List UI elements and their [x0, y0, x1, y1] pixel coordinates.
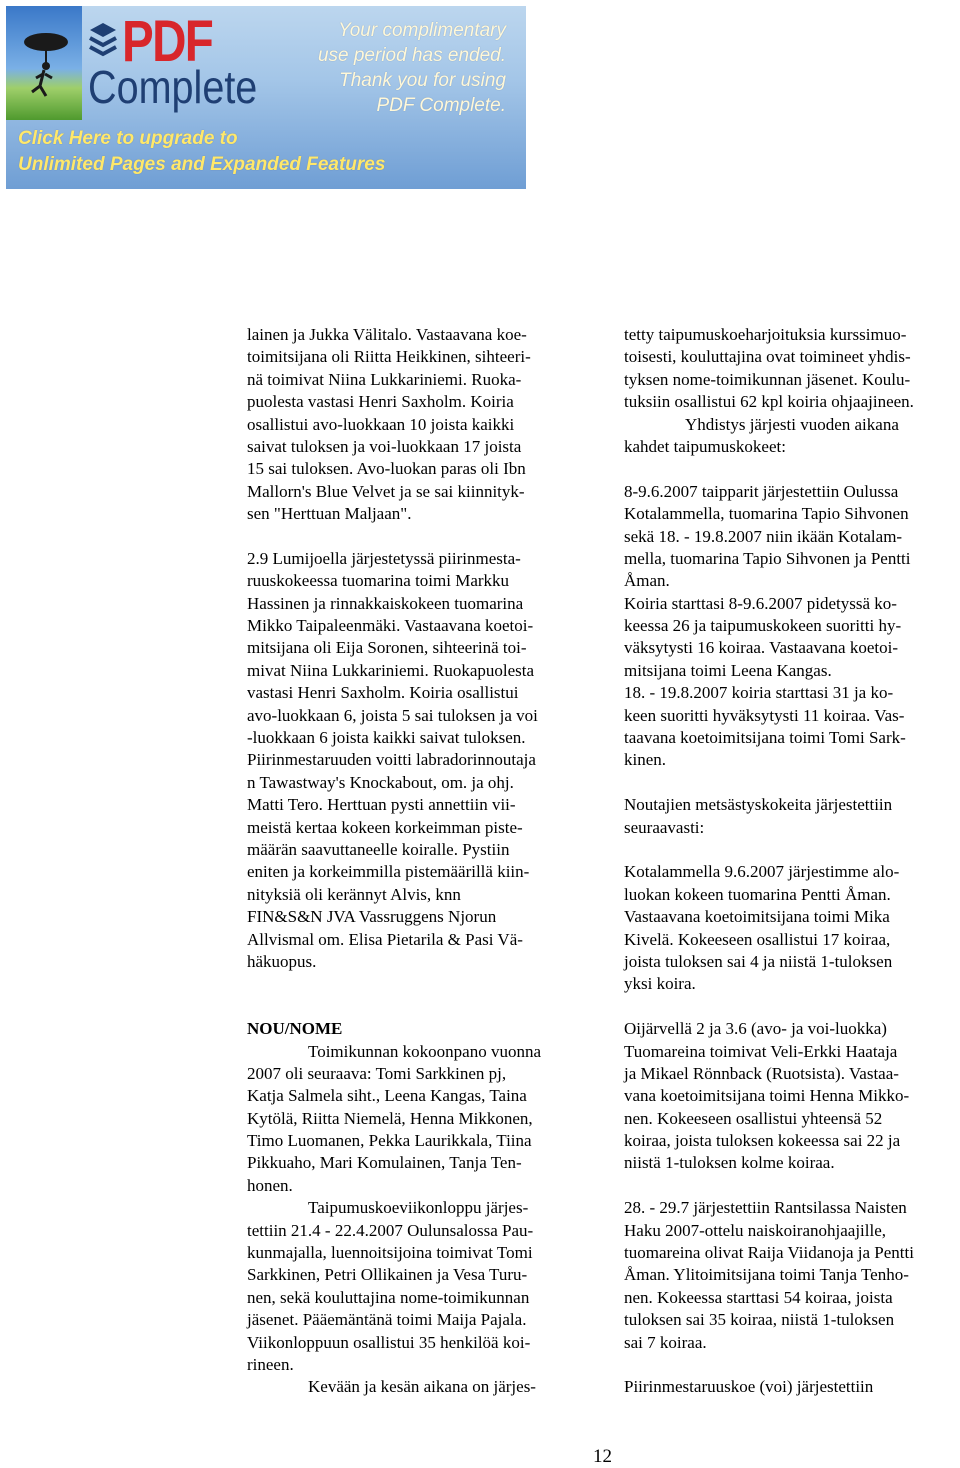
left-column [247, 324, 587, 1399]
text-line: 18. - 19.8.2007 koiria starttasi 31 ja ko- [624, 683, 894, 703]
text-line: 28. - 29.7 järjestettiin Rantsilassa Naisten [624, 1198, 907, 1218]
text-line: Åman. [624, 571, 670, 591]
text-line: joista tuloksen sai 4 ja niistä 1-tuloksen [624, 951, 893, 971]
text-line: Mallorn's Blue Velvet ja se sai kiinnityk- [247, 481, 525, 501]
paragraph [624, 861, 960, 995]
text-line: eniten ja korkeimmilla pistemäärillä kiin- [247, 862, 530, 882]
text-line: Taipumuskoeviikonloppu järjes- [308, 1198, 529, 1218]
text-line: nen. Kokeeseen osallistui yhteensä 52 [624, 1108, 883, 1128]
text-line: tuksiin osallistui 62 kpl koiria ohjaajineen. [624, 392, 914, 412]
section-heading: NOU/NOME [247, 1019, 343, 1039]
text-line: Timo Luomanen, Pekka Laurikkala, Tiina [247, 1131, 532, 1151]
text-line: 2.9 Lumijoella järjestetyssä piirinmesta- [247, 548, 521, 568]
text-line: Yhdistys järjesti vuoden aikana [685, 414, 899, 434]
text-line: Kevään ja kesän aikana on järjes- [308, 1377, 536, 1397]
text-line: Hassinen ja rinnakkaiskokeen tuomarina [247, 593, 524, 613]
paragraph [247, 1197, 587, 1376]
text-line: Noutajien metsästyskokeita järjestettiin [624, 795, 893, 815]
right-column [624, 324, 960, 1399]
text-line: honen. [247, 1175, 293, 1195]
text-line: osallistui avo-luokkaan 10 joista kaikki [247, 414, 515, 434]
text-line: Haku 2007-ottelu naiskoiranohjaajille, [624, 1220, 887, 1240]
paragraph [624, 1018, 960, 1175]
stack-logo-icon [88, 20, 118, 60]
text-line: Toimikunnan kokoonpano vuonna [308, 1041, 542, 1061]
text-line: sekä 18. - 19.8.2007 niin ikään Kotalam- [624, 526, 903, 546]
text-line: n Tawastway's Knockabout, om. ja ohj. [247, 772, 514, 792]
notice-line: use period has ended. [317, 45, 506, 66]
text-line: Oijärvellä 2 ja 3.6 (avo- ja voi-luokka) [624, 1019, 887, 1039]
text-line: FIN&S&N JVA Vassruggens Njorun [247, 907, 497, 927]
text-line: ruuskokeessa tuomarina toimi Markku [247, 571, 510, 591]
text-line: toisesti, kouluttajina ovat toimineet yhdis- [624, 347, 911, 367]
text-line: nen, sekä kouluttajina nome-toimikunnan [247, 1287, 530, 1307]
text-line: Vastaavana koetoimitsijana toimi Mika [624, 907, 890, 927]
text-line: avo-luokkaan 6, joista 5 sai tuloksen ja voi [247, 705, 538, 725]
text-line: Kotalammella, tuomarina Tapio Sihvonen [624, 504, 909, 524]
text-line: nityksiä oli kerännyt Alvis, knn [247, 884, 461, 904]
text-line: Viikonloppuun osallistui 35 henkilöä koi- [247, 1332, 531, 1352]
text-line: vastasi Henri Saxholm. Koiria osallistui [247, 683, 519, 703]
text-line: mella, tuomarina Tapio Sihvonen ja Pentti [624, 548, 911, 568]
text-line: 8-9.6.2007 taipparit järjestettiin Oulussa [624, 481, 899, 501]
text-line: tetty taipumuskoeharjoituksia kurssimuo- [624, 325, 907, 344]
text-line: yksi koira. [624, 974, 696, 994]
text-line: Pikkuaho, Mari Komulainen, Tanja Ten- [247, 1153, 522, 1173]
text-line: Åman. Ylitoimitsijana toimi Tanja Tenho- [624, 1265, 909, 1285]
upgrade-link-line[interactable]: Unlimited Pages and Expanded Features [18, 154, 386, 175]
text-line: seuraavasti: [624, 817, 705, 837]
paragraph [247, 548, 587, 973]
text-line: Piirinmestaruuden voitti labradorinnoutaja [247, 750, 536, 770]
text-line: luokan kokeen tuomarina Pentti Åman. [624, 884, 891, 904]
text-line: 15 sai tuloksen. Avo-luokan paras oli Ibn [247, 459, 526, 479]
text-line: -luokkaan 6 joista kaikki saivat tuloksen. [247, 728, 526, 748]
text-line: meistä kertaa kokeen korkeimman piste- [247, 817, 523, 837]
text-line: häkuopus. [247, 951, 317, 971]
banner-photo [6, 6, 82, 120]
text-line: taavana koetoimitsijana toimi Tomi Sark- [624, 728, 906, 748]
text-line: rineen. [247, 1354, 294, 1374]
notice-line: Thank you for using [339, 70, 506, 91]
logo-complete-text: Complete [88, 61, 258, 113]
text-line: Sarkkinen, Petri Ollikainen ja Vesa Turu- [247, 1265, 528, 1285]
text-line: koiraa, joista tuloksen kokeessa sai 22 ja [624, 1131, 901, 1151]
text-line: Piirinmestaruuskoe (voi) järjestettiin [624, 1377, 874, 1397]
text-line: mitsijana oli Eija Soronen, sihteerinä toi- [247, 638, 527, 658]
upgrade-link-line[interactable]: Click Here to upgrade to [18, 128, 238, 149]
jumping-man-icon [6, 6, 82, 120]
text-line: sai 7 koiraa. [624, 1332, 707, 1352]
text-line: kunmajalla, luennoitsijoina toimivat Tomi [247, 1243, 533, 1263]
text-line: Kivelä. Kokeeseen osallistui 17 koiraa, [624, 929, 891, 949]
text-line: niistä 1-tuloksen kolme koiraa. [624, 1153, 835, 1173]
text-line: sen "Herttuan Maljaan". [247, 504, 412, 524]
text-line: Tuomareina toimivat Veli-Erkki Haataja [624, 1041, 898, 1061]
paragraph [247, 1041, 587, 1198]
text-line: tettiin 21.4 - 22.4.2007 Oulunsalossa Pau- [247, 1220, 534, 1240]
text-line: kinen. [624, 750, 667, 770]
text-line: kahdet taipumuskokeet: [624, 436, 786, 456]
text-line: Matti Tero. Herttuan pysti annettiin vii- [247, 795, 516, 815]
upgrade-link[interactable] [18, 126, 385, 178]
paragraph [624, 324, 960, 458]
text-line: vana koetoimitsijana toimi Henna Mikko- [624, 1086, 910, 1106]
text-line: tuomareina olivat Raija Viidanoja ja Pentti [624, 1243, 914, 1263]
paragraph [624, 794, 960, 839]
text-line: nä toimivat Niina Lukkariniemi. Ruoka- [247, 369, 522, 389]
logo-pdf-text: PDF [122, 9, 213, 74]
text-line: määrän saavuttaneelle koiralle. Pystiin [247, 839, 510, 859]
page-number: 12 [593, 1446, 612, 1467]
text-line: Kytölä, Riitta Niemelä, Henna Mikkonen, [247, 1108, 533, 1128]
text-line: lainen ja Jukka Välitalo. Vastaavana koe- [247, 325, 527, 344]
paragraph [624, 481, 960, 772]
text-line: jäsenet. Pääemäntänä toimi Maija Pajala. [247, 1310, 527, 1330]
paragraph [247, 324, 587, 526]
text-line: mivat Niina Lukkariniemi. Ruokapuolesta [247, 660, 535, 680]
paragraph [624, 1197, 960, 1354]
upgrade-banner[interactable] [6, 6, 526, 189]
text-line: Koiria starttasi 8-9.6.2007 pidetyssä ko- [624, 593, 897, 613]
text-line: mitsijana toimi Leena Kangas. [624, 660, 832, 680]
text-line: saivat tuloksen ja voi-luokkaan 17 joista [247, 436, 522, 456]
text-line: 2007 oli seuraava: Tomi Sarkkinen pj, [247, 1063, 507, 1083]
text-line: Allvismal om. Elisa Pietarila & Pasi Vä- [247, 929, 523, 949]
text-line: puolesta vastasi Henri Saxholm. Koiria [247, 392, 514, 412]
notice-line: Your complimentary [338, 20, 506, 41]
text-line: tyksen nome-toimikunnan jäsenet. Koulu- [624, 369, 911, 389]
text-line: Katja Salmela siht., Leena Kangas, Taina [247, 1086, 527, 1106]
text-line: ja Mikael Rönnback (Ruotsista). Vastaa- [624, 1063, 899, 1083]
text-line: keen suoritti hyväksytysti 11 koiraa. Vas- [624, 705, 905, 725]
text-line: väksytysti 16 koiraa. Vastaavana koetoi- [624, 638, 898, 658]
text-line: keessa 26 ja taipumuskokeen suoritti hy- [624, 616, 902, 636]
text-line: nen. Kokeessa starttasi 54 koiraa, joista [624, 1287, 893, 1307]
notice-line: PDF Complete. [376, 95, 506, 116]
trial-notice [286, 18, 506, 118]
text-line: Kotalammella 9.6.2007 järjestimme alo- [624, 862, 900, 882]
text-line: Mikko Taipaleenmäki. Vastaavana koetoi- [247, 616, 534, 636]
text-line: tuloksen sai 35 koiraa, niistä 1-tuloksen [624, 1310, 895, 1330]
text-line: toimitsijana oli Riitta Heikkinen, sihteeri- [247, 347, 531, 367]
